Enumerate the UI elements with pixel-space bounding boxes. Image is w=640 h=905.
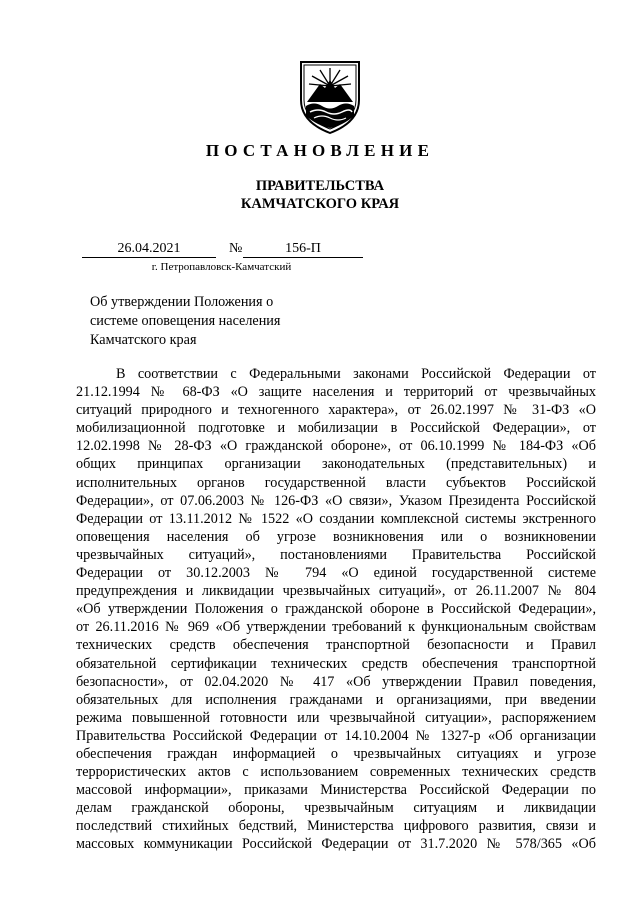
body-line: террористических актов с использованием современных технических средств	[76, 764, 596, 781]
body-line: оповещения населения об угрозе возникновения или о возникновении	[76, 528, 596, 545]
body-line: Федерации», от 07.06.2003 № 126-ФЗ «О связи», Указом Президента Российской	[76, 492, 596, 509]
body-line: исполнительных органов государственной власти субъектов Российской	[76, 474, 596, 491]
body-line: В соответствии с Федеральными законами Российской Федерации от	[116, 366, 596, 382]
body-line: мобилизационной подготовке и мобилизации в Российской Федерации», от	[76, 420, 596, 437]
body-line: безопасности», от 02.04.2020 № 417 «Об утверждении Правил поведения,	[76, 673, 596, 690]
number-sign: №	[229, 241, 243, 256]
body-line: массовых коммуникации Российской Федерации от 31.7.2020 № 578/365 «Об	[76, 836, 596, 853]
body-line: обязательных для исполнения гражданами и организациями, при введении	[76, 691, 596, 708]
government-name	[0, 177, 640, 213]
body-line: массовой информации», приказами Министерства Российской Федерации по	[76, 782, 596, 799]
body-line: режима повышенной готовности или чрезвычайной ситуации», распоряжением	[76, 709, 596, 726]
body-line: общих принципах организации законодательных (представительных) и	[76, 456, 596, 473]
subject-line: Об утверждении Положения о	[90, 294, 274, 310]
body-line: Федерации от 30.12.2003 № 794 «О единой государственной системе	[76, 565, 596, 582]
document-date: 26.04.2021	[82, 241, 216, 258]
document-body	[76, 365, 596, 854]
document-city: г. Петропавловск-Камчатский	[151, 261, 292, 273]
document-subject	[90, 293, 310, 350]
body-line: ситуаций природного и техногенного характера», от 26.02.1997 № 31-ФЗ «О	[76, 402, 596, 419]
body-line: последствий стихийных бедствий, Министерства цифрового развития, связи и	[76, 818, 596, 835]
body-line: Правительства Российской Федерации от 14.10.2004 № 1327-р «Об организации	[76, 727, 596, 744]
document-number: 156-П	[243, 241, 363, 258]
coat-of-arms-icon	[298, 56, 362, 136]
body-line: «Об утверждении Положения о гражданской обороне в Российской Федерации»,	[76, 601, 596, 618]
body-line: делам гражданской обороны, чрезвычайным ситуациям и ликвидации	[76, 800, 596, 817]
subject-line: системе оповещения населения	[90, 313, 281, 329]
body-line: технических средств обеспечения транспортной безопасности и Правил	[76, 637, 596, 654]
body-line: обязательной сертификации технических средств обеспечения транспортной	[76, 655, 596, 672]
body-line: 12.02.1998 № 28-ФЗ «О гражданской обороне», от 06.10.1999 № 184-ФЗ «Об	[76, 438, 596, 455]
body-line: 21.12.1994 № 68-ФЗ «О защите населения и территорий от чрезвычайных	[76, 384, 596, 401]
government-line: ПРАВИТЕЛЬСТВА	[255, 178, 385, 194]
body-line: предупреждения и ликвидации чрезвычайных ситуаций», от 26.11.2007 № 804	[76, 583, 596, 600]
document-heading: ПОСТАНОВЛЕНИЕ	[205, 141, 435, 160]
body-line: от 26.11.2016 № 969 «Об утверждении требований к функциональным свойствам	[76, 619, 596, 636]
body-line: обеспечения граждан информацией о чрезвычайных ситуациях и угрозе	[76, 745, 596, 762]
subject-line: Камчатского края	[90, 332, 197, 348]
body-line: чрезвычайных ситуаций», постановлениями Правительства Российской	[76, 546, 596, 563]
government-line: КАМЧАТСКОГО КРАЯ	[240, 196, 400, 212]
body-line: Федерации от 13.11.2012 № 1522 «О создании комплексной системы экстренного	[76, 510, 596, 527]
